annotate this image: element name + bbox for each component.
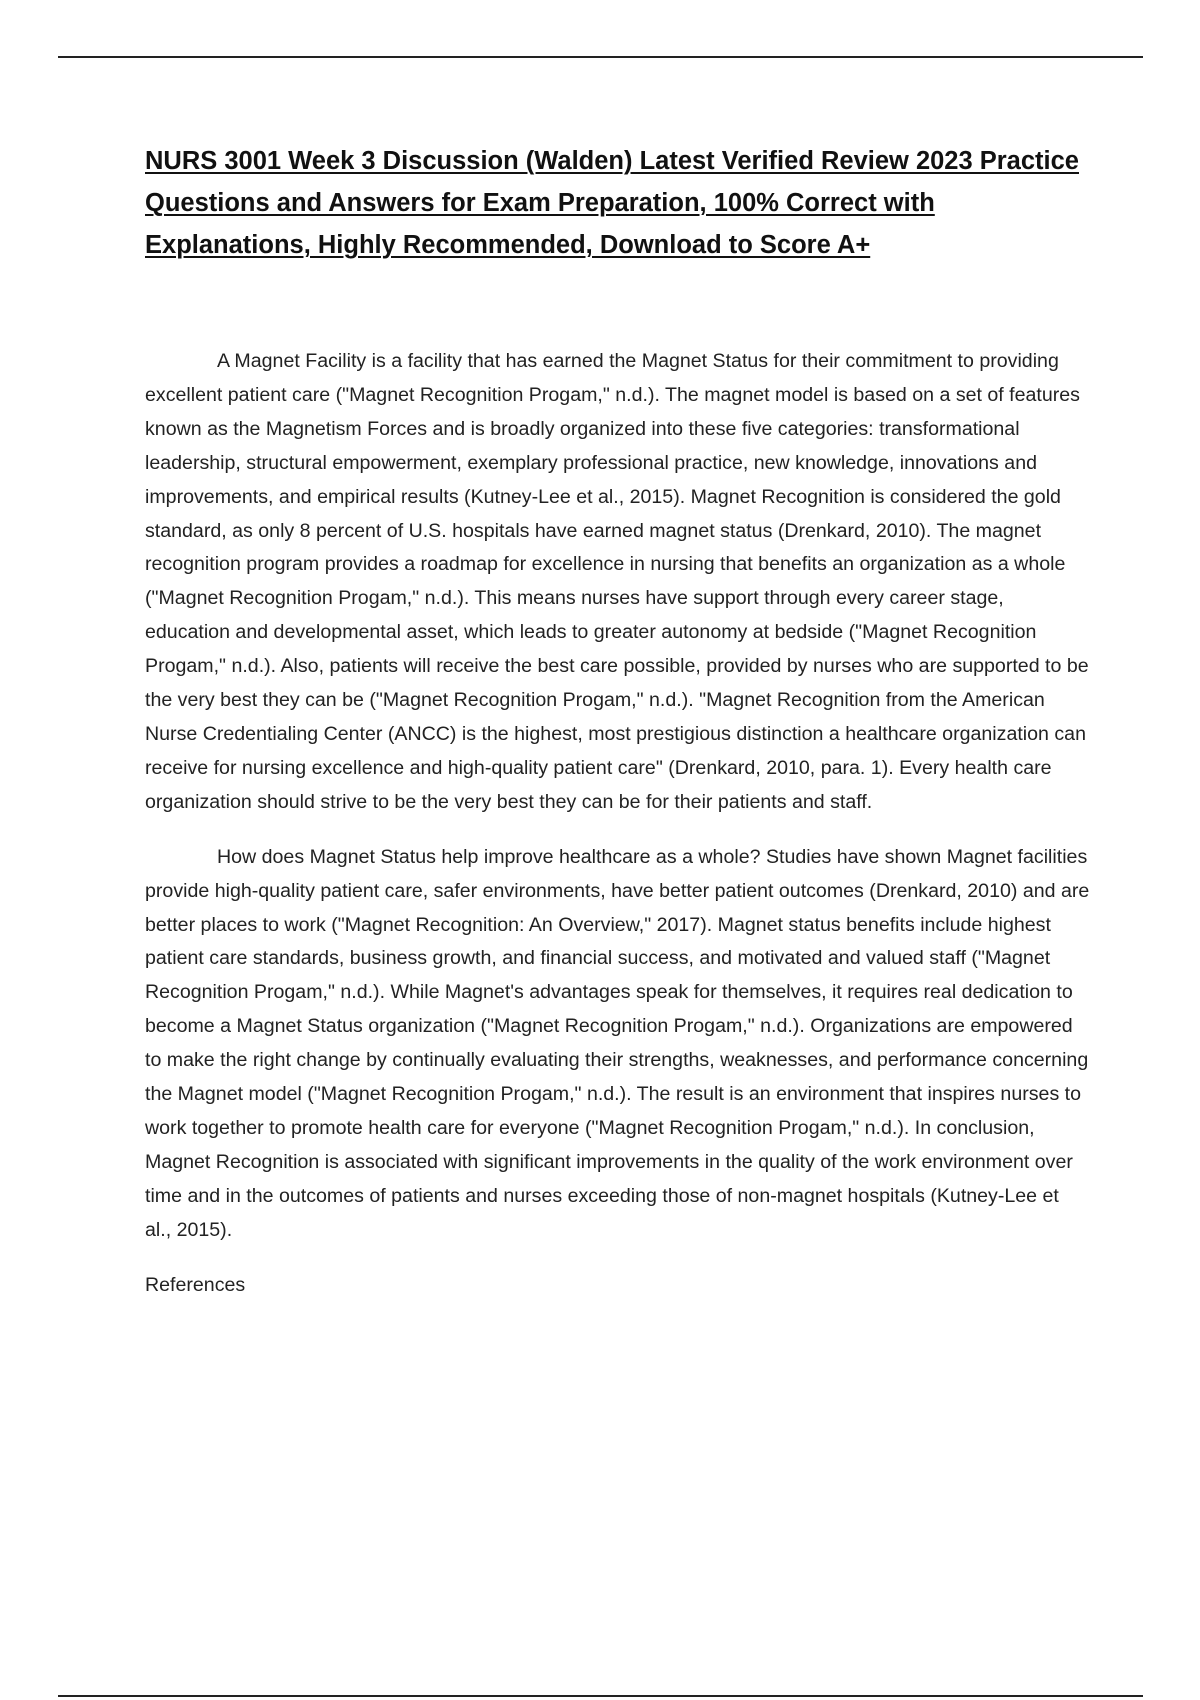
body-paragraph-magnet-facility: A Magnet Facility is a facility that has earned the Magnet Status for their commitment to providing excellent patient care ("Magnet Recognition Progam," n.d.). The magnet model is based on a set of features known as the Magnetism Forces and is broadly organized into these five categories: transformational leadership, structural empowerment, exemplary professional practice, new knowledge, innovations and improvements, and empirical results (Kutney-Lee et al., 2015). Magnet Recognition is considered the gold standard, as only 8 percent of U.S. hospitals have earned magnet status (Drenkard, 2010). The magnet recognition program provides a roadmap for excellence in nursing that benefits an organization as a whole ("Magnet Recognition Progam," n.d.). This means nurses have support through every career stage, education and developmental asset, which leads to greater autonomy at bedside ("Magnet Recognition Progam," n.d.). Also, patients will receive the best care possible, provided by nurses who are supported to be the very best they can be ("Magnet Recognition Progam," n.d.). "Magnet Recognition from the American Nurse Credentialing Center (ANCC) is the highest, most prestigious distinction a healthcare organization can receive for nursing excellence and high-quality patient care" (Drenkard, 2010, para. 1). Every health care organization should strive to be the very best they can be for their patients and staff. xyxy=(145,350,1089,813)
footer-rule xyxy=(58,1695,1143,1697)
document-title: NURS 3001 Week 3 Discussion (Walden) Latest Verified Review 2023 Practice Questions and Answers for Exam Preparation, 100% Correct with Explanations, Highly Recommended, Download to Score A+ xyxy=(145,147,1079,259)
body-paragraph-magnet-status-benefits: How does Magnet Status help improve healthcare as a whole? Studies have shown Magnet facilities provide high-quality patient care, safer environments, have better patient outcomes (Drenkard, 2010) and are better places to work ("Magnet Recognition: An Overview," 2017). Magnet status benefits include highest patient care standards, business growth, and financial success, and motivated and valued staff ("Magnet Recognition Progam," n.d.). While Magnet's advantages speak for themselves, it requires real dedication to become a Magnet Status organization ("Magnet Recognition Progam," n.d.). Organizations are empowered to make the right change by continually evaluating their strengths, weaknesses, and performance concerning the Magnet model ("Magnet Recognition Progam," n.d.). The result is an environment that inspires nurses to work together to promote health care for everyone ("Magnet Recognition Progam," n.d.). In conclusion, Magnet Recognition is associated with significant improvements in the quality of the work environment over time and in the outcomes of patients and nurses exceeding those of non-magnet hospitals (Kutney-Lee et al., 2015). xyxy=(145,845,1090,1241)
document-page xyxy=(145,140,1090,1302)
references-heading: References xyxy=(145,1273,246,1296)
header-rule xyxy=(58,56,1143,58)
